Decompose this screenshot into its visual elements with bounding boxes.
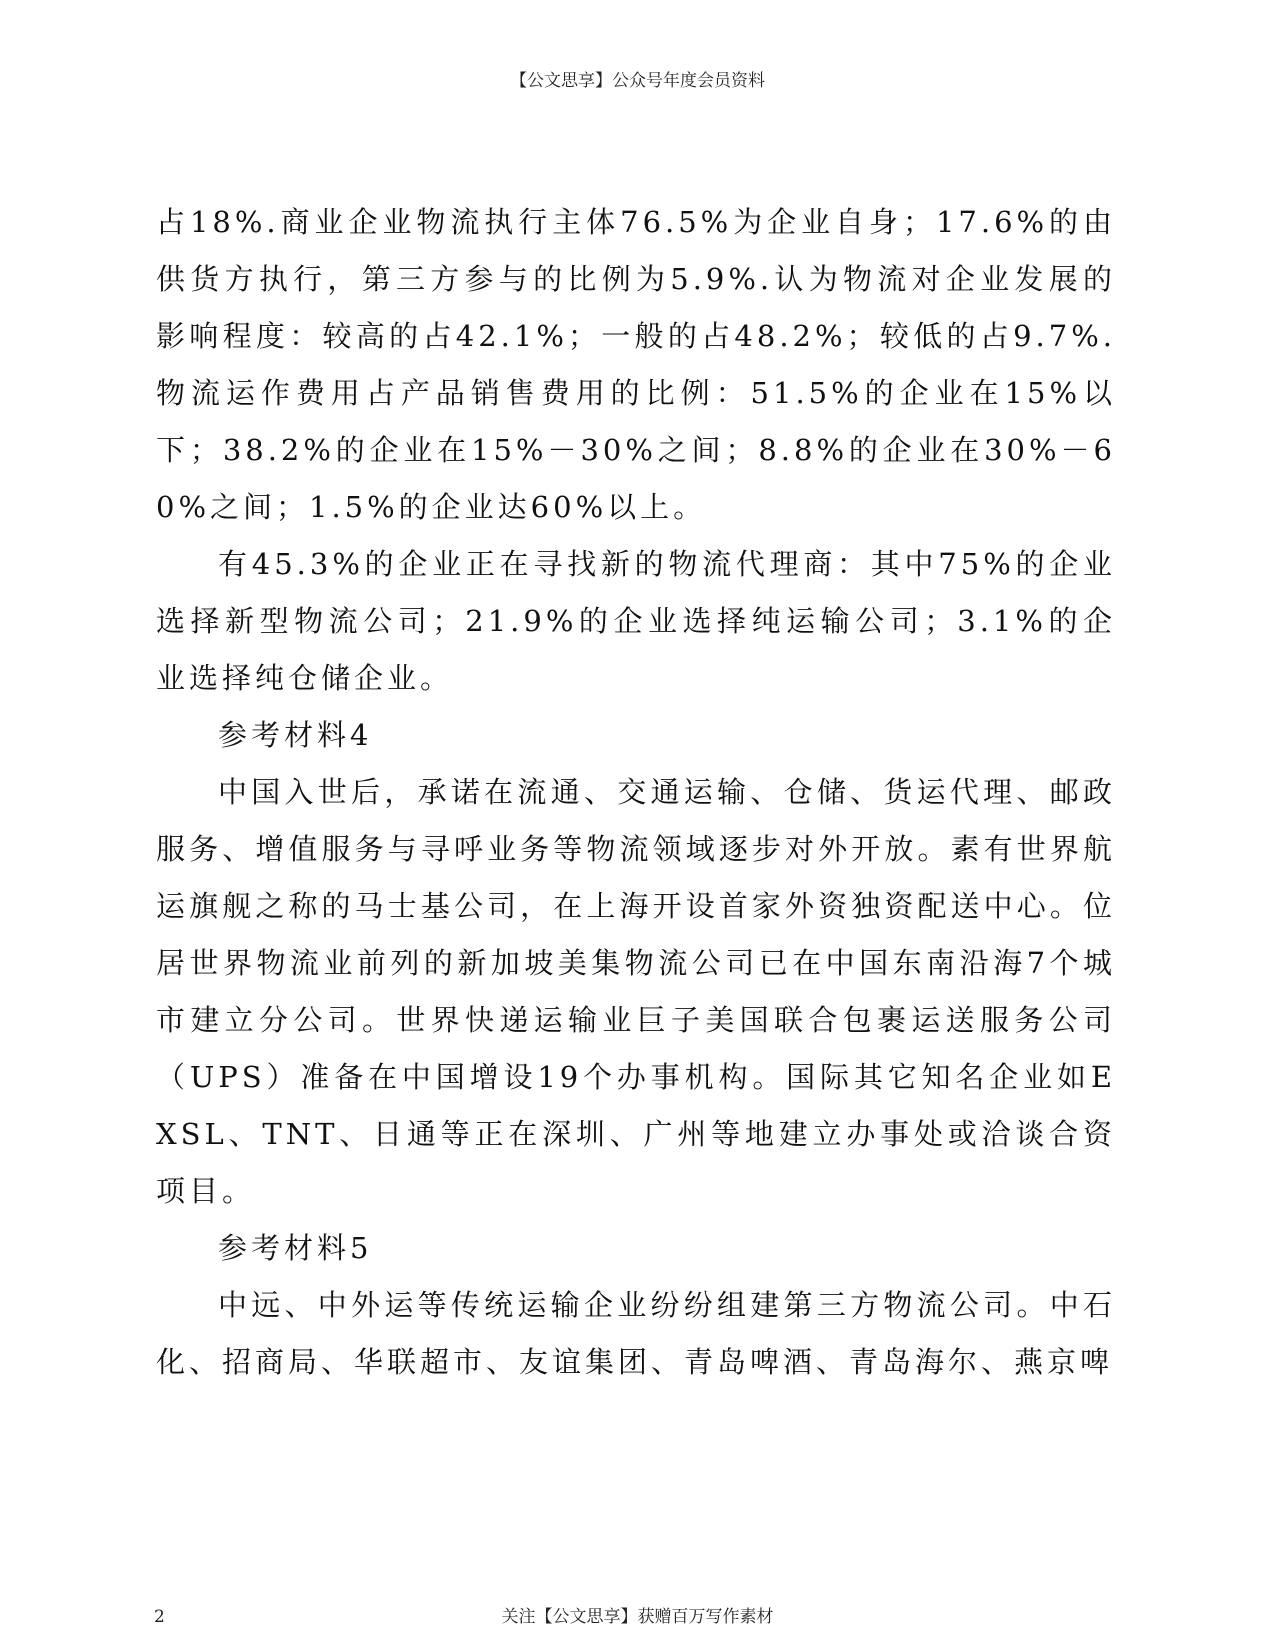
- page-footer: [0, 1604, 1275, 1630]
- body-paragraph: 中国入世后，承诺在流通、交通运输、仓储、货运代理、邮政服务、增值服务与寻呼业务等物流领域逐步对外开放。素有世界航运旗舰之称的马士基公司，在上海开设首家外资独资配送中心。位居世界物流业前列的新加坡美集物流公司已在中国东南沿海7个城市建立分公司。世界快递运输业巨子美国联合包裹运送服务公司（UPS）准备在中国增设19个办事机构。国际其它知名企业如EXSL、TNT、日通等正在深圳、广州等地建立办事处或洽谈合资项目。: [156, 775, 1116, 1208]
- section-heading: 参考材料4: [218, 718, 373, 752]
- section-heading: 参考材料5: [218, 1231, 373, 1265]
- body-paragraph: 中远、中外运等传统运输企业纷纷组建第三方物流公司。中石化、招商局、华联超市、友谊集团、青岛啤酒、青岛海尔、燕京啤: [156, 1288, 1116, 1379]
- document-body: [156, 194, 1116, 1391]
- body-paragraph: 有45.3%的企业正在寻找新的物流代理商：其中75%的企业选择新型物流公司；21.9%的企业选择纯运输公司；3.1%的企业选择纯仓储企业。: [156, 547, 1116, 695]
- page-number: 2: [154, 1607, 165, 1627]
- footer-text: 关注【公文思享】获赠百万写作素材: [501, 1607, 774, 1627]
- page-header: 【公文思享】公众号年度会员资料: [510, 71, 765, 91]
- body-paragraph: 占18%.商业企业物流执行主体76.5%为企业自身；17.6%的由供货方执行，第三方参与的比例为5.9%.认为物流对企业发展的影响程度：较高的占42.1%；一般的占48.2%；较低的占9.7%.物流运作费用占产品销售费用的比例：51.5%的企业在15%以下；38.2%的企业在15%－30%之间；8.8%的企业在30%－60%之间；1.5%的企业达60%以上。: [156, 205, 1116, 524]
